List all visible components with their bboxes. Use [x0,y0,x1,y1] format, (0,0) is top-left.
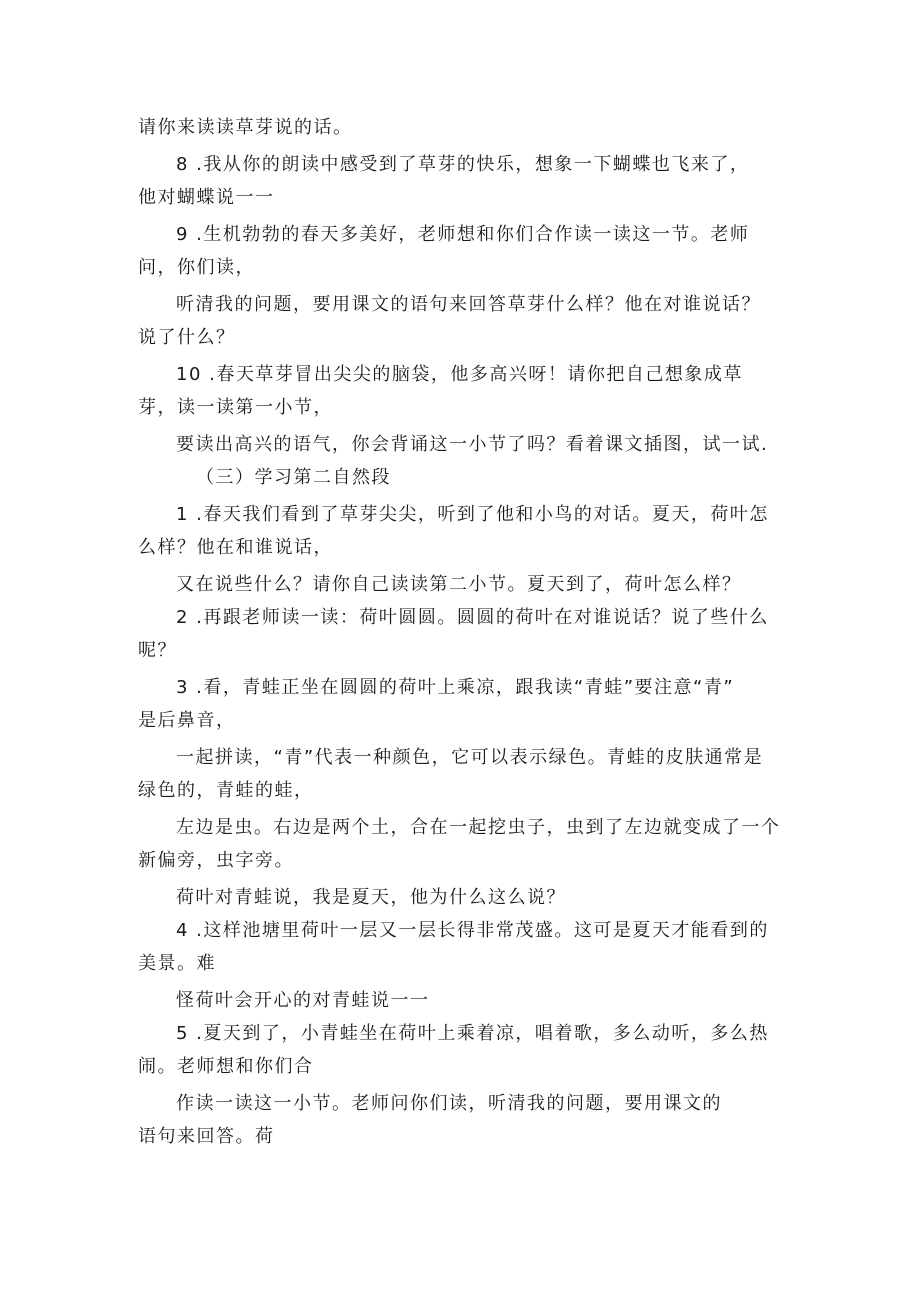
text-line: 4 .这样池塘里荷叶一层又一层长得非常茂盛。这可是夏天才能看到的 [176,920,769,941]
text-line: 听清我的问题，要用课文的语句来回答草芽什么样？他在对谁说话？ [176,294,761,315]
text-line: 美景。难 [138,953,216,974]
section-heading: （三）学习第二自然段 [196,467,391,488]
text-line: 请你来读读草芽说的话。 [138,117,353,138]
text-line: 闹。老师想和你们合 [138,1056,314,1077]
text-line: 一起拼读，“青”代表一种颜色，它可以表示绿色。青蛙的皮肤通常是 [176,747,764,768]
text-line: 是后鼻音， [138,710,236,731]
text-line: 荷叶对青蛙说，我是夏天，他为什么这么说？ [176,887,566,908]
text-line: 语句来回答。荷 [138,1126,275,1147]
text-line: 3 .看，青蛙正坐在圆圆的荷叶上乘凉，跟我读“青蛙”要注意“青” [176,677,735,698]
text-line: 绿色的，青蛙的蛙， [138,780,314,801]
text-line: 9 .生机勃勃的春天多美好，老师想和你们合作读一读这一节。老师 [176,224,750,245]
text-line: 么样？他在和谁说话， [138,537,333,558]
text-line: 新偏旁，虫字旁。 [138,850,294,871]
text-line: 8 .我从你的朗读中感受到了草芽的快乐，想象一下蝴蝶也飞来了， [176,154,750,175]
text-line: 问，你们读， [138,257,255,278]
text-line: 要读出高兴的语气，你会背诵这一小节了吗？看着课文插图，试一试. [176,434,769,455]
text-line: 10 .春天草芽冒出尖尖的脑袋，他多高兴呀！请你把自己想象成草 [176,364,743,385]
text-line: 又在说些什么？请你自己读读第二小节。夏天到了，荷叶怎么样？ [176,574,742,595]
text-line: 1 .春天我们看到了草芽尖尖，听到了他和小鸟的对话。夏天，荷叶怎 [176,504,769,525]
text-line: 左边是虫。右边是两个土，合在一起挖虫子，虫到了左边就变成了一个 [176,817,781,838]
text-line: 2 .再跟老师读一读：荷叶圆圆。圆圆的荷叶在对谁说话？说了些什么 [176,607,769,628]
text-line: 5 .夏天到了，小青蛙坐在荷叶上乘着凉，唱着歌，多么动听，多么热 [176,1023,769,1044]
text-line: 他对蝴蝶说一一 [138,187,275,208]
text-line: 作读一读这一小节。老师问你们读，听清我的问题，要用课文的 [176,1093,722,1114]
text-line: 芽，读一读第一小节， [138,397,333,418]
text-line: 呢？ [138,640,177,661]
text-line: 说了什么？ [138,327,236,348]
text-line: 怪荷叶会开心的对青蛙说一一 [176,990,430,1011]
